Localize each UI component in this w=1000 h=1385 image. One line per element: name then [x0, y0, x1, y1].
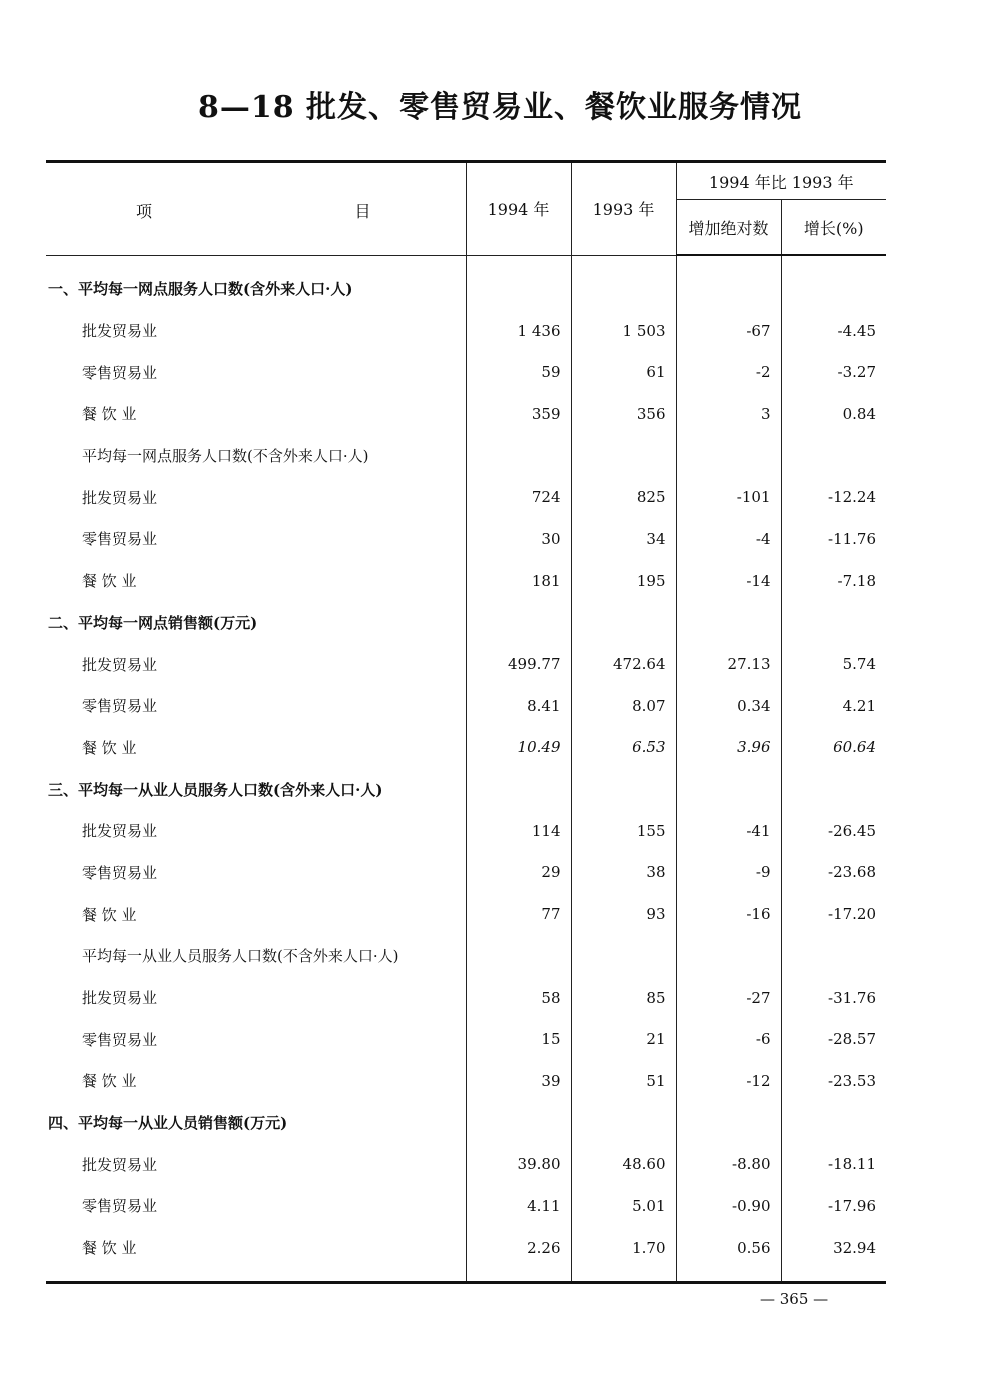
cell-1993: 48.60 [571, 1143, 676, 1185]
cell-1994: 8.41 [466, 685, 571, 727]
row-label: 零售贸易业 [82, 1197, 158, 1216]
table-header [46, 162, 886, 256]
cell-abs-increase: -9 [676, 852, 781, 894]
header-1994: 1994 年 [466, 162, 571, 256]
cell-1994: 15 [466, 1018, 571, 1060]
table-section-row [46, 435, 886, 477]
cell-1993: 61 [571, 351, 676, 393]
row-label: 零售贸易业 [82, 530, 158, 549]
cell-growth: -28.57 [781, 1018, 886, 1060]
cell-abs-increase [676, 435, 781, 477]
cell-1993 [571, 768, 676, 810]
page-number: — 365 — [760, 1290, 829, 1308]
cell-growth: -18.11 [781, 1143, 886, 1185]
cell-1993: 21 [571, 1018, 676, 1060]
cell-growth: -4.45 [781, 310, 886, 352]
cell-abs-increase: -6 [676, 1018, 781, 1060]
cell-growth [781, 602, 886, 644]
table-row [46, 351, 886, 393]
table-row [46, 685, 886, 727]
cell-1994 [466, 935, 571, 977]
row-label: 批发贸易业 [82, 1155, 158, 1174]
page-title: 8—18 批发、零售贸易业、餐饮业服务情况 [197, 90, 803, 125]
row-label: 零售贸易业 [82, 863, 158, 882]
header-abs-increase: 增加绝对数 [676, 200, 781, 256]
table-row [46, 893, 886, 935]
cell-1994: 724 [466, 476, 571, 518]
cell-growth: 60.64 [781, 727, 886, 769]
cell-1993: 1 503 [571, 310, 676, 352]
row-label: 零售贸易业 [82, 1030, 158, 1049]
cell-1994 [466, 1102, 571, 1144]
row-label: 餐 饮 业 [82, 905, 137, 924]
cell-1993 [571, 255, 676, 310]
table-row [46, 852, 886, 894]
cell-1994: 181 [466, 560, 571, 602]
cell-1993: 1.70 [571, 1227, 676, 1281]
cell-abs-increase: -101 [676, 476, 781, 518]
row-label: 餐 饮 业 [82, 405, 137, 424]
table-row [46, 393, 886, 435]
cell-1994: 77 [466, 893, 571, 935]
table-body [46, 255, 886, 1281]
cell-1993: 825 [571, 476, 676, 518]
cell-growth: 0.84 [781, 393, 886, 435]
cell-1993: 155 [571, 810, 676, 852]
cell-growth: -3.27 [781, 351, 886, 393]
table-bottom-rule [46, 1281, 886, 1284]
cell-abs-increase: -16 [676, 893, 781, 935]
cell-abs-increase [676, 935, 781, 977]
cell-1993: 472.64 [571, 643, 676, 685]
cell-1993: 85 [571, 977, 676, 1019]
cell-abs-increase: -0.90 [676, 1185, 781, 1227]
cell-1993 [571, 935, 676, 977]
cell-growth: -23.68 [781, 852, 886, 894]
table-section-row [46, 935, 886, 977]
table-row [46, 310, 886, 352]
row-label: 批发贸易业 [82, 989, 158, 1008]
cell-growth [781, 768, 886, 810]
cell-growth: -7.18 [781, 560, 886, 602]
cell-abs-increase: 0.34 [676, 685, 781, 727]
cell-abs-increase: -8.80 [676, 1143, 781, 1185]
row-label: 批发贸易业 [82, 488, 158, 507]
cell-1994: 30 [466, 518, 571, 560]
section-label: 一、平均每一网点服务人口数(含外来人口·人) [48, 280, 353, 299]
cell-abs-increase: 27.13 [676, 643, 781, 685]
cell-1993 [571, 602, 676, 644]
cell-growth: 32.94 [781, 1227, 886, 1281]
cell-growth: -17.96 [781, 1185, 886, 1227]
cell-growth [781, 935, 886, 977]
cell-abs-increase [676, 1102, 781, 1144]
cell-abs-increase: -27 [676, 977, 781, 1019]
cell-1993: 38 [571, 852, 676, 894]
row-label: 零售贸易业 [82, 697, 158, 716]
cell-1994: 4.11 [466, 1185, 571, 1227]
cell-growth: -23.53 [781, 1060, 886, 1102]
table-row [46, 1060, 886, 1102]
header-1993: 1993 年 [571, 162, 676, 256]
cell-1993 [571, 435, 676, 477]
cell-abs-increase: -12 [676, 1060, 781, 1102]
cell-growth: -12.24 [781, 476, 886, 518]
cell-1993: 195 [571, 560, 676, 602]
cell-abs-increase: -14 [676, 560, 781, 602]
cell-1994: 59 [466, 351, 571, 393]
cell-abs-increase: -67 [676, 310, 781, 352]
table-row [46, 1227, 886, 1281]
header-compare: 1994 年比 1993 年 [676, 162, 886, 200]
cell-1994: 114 [466, 810, 571, 852]
table-row [46, 1185, 886, 1227]
cell-abs-increase: -2 [676, 351, 781, 393]
cell-1994: 39 [466, 1060, 571, 1102]
table-row [46, 1018, 886, 1060]
cell-abs-increase: 3 [676, 393, 781, 435]
cell-1994: 359 [466, 393, 571, 435]
table-row [46, 560, 886, 602]
section-label: 二、平均每一网点销售额(万元) [48, 613, 258, 632]
table-section-row [46, 255, 886, 310]
row-label: 批发贸易业 [82, 655, 158, 674]
cell-growth: -11.76 [781, 518, 886, 560]
section-label: 三、平均每一从业人员服务人口数(含外来人口·人) [48, 780, 383, 799]
section-label: 平均每一网点服务人口数(不含外来人口·人) [82, 447, 369, 466]
row-label: 零售贸易业 [82, 363, 158, 382]
row-label: 餐 饮 业 [82, 738, 137, 757]
cell-abs-increase: -41 [676, 810, 781, 852]
cell-1993: 356 [571, 393, 676, 435]
row-label: 餐 饮 业 [82, 572, 137, 591]
section-label: 平均每一从业人员服务人口数(不含外来人口·人) [82, 947, 399, 966]
cell-abs-increase [676, 255, 781, 310]
cell-1993: 51 [571, 1060, 676, 1102]
cell-1994: 10.49 [466, 727, 571, 769]
cell-1993: 5.01 [571, 1185, 676, 1227]
cell-1993: 8.07 [571, 685, 676, 727]
statistics-table [46, 160, 886, 1281]
cell-abs-increase [676, 602, 781, 644]
table-section-row [46, 768, 886, 810]
cell-growth: 4.21 [781, 685, 886, 727]
cell-1994: 39.80 [466, 1143, 571, 1185]
cell-growth [781, 1102, 886, 1144]
table-section-row [46, 602, 886, 644]
cell-1994 [466, 602, 571, 644]
cell-abs-increase: 3.96 [676, 727, 781, 769]
cell-growth: -26.45 [781, 810, 886, 852]
cell-abs-increase: 0.56 [676, 1227, 781, 1281]
row-label: 批发贸易业 [82, 822, 158, 841]
table-row [46, 643, 886, 685]
cell-1994: 29 [466, 852, 571, 894]
row-label: 批发贸易业 [82, 322, 158, 341]
cell-growth [781, 435, 886, 477]
cell-1993: 34 [571, 518, 676, 560]
cell-1993: 6.53 [571, 727, 676, 769]
table-row [46, 476, 886, 518]
cell-1994: 499.77 [466, 643, 571, 685]
header-item-label-a: 项 [136, 202, 153, 221]
cell-growth [781, 255, 886, 310]
cell-abs-increase: -4 [676, 518, 781, 560]
cell-1993 [571, 1102, 676, 1144]
table-row [46, 977, 886, 1019]
cell-1994: 1 436 [466, 310, 571, 352]
cell-abs-increase [676, 768, 781, 810]
cell-growth: 5.74 [781, 643, 886, 685]
row-label: 餐 饮 业 [82, 1072, 137, 1091]
cell-1994 [466, 255, 571, 310]
cell-1994: 58 [466, 977, 571, 1019]
table-row [46, 810, 886, 852]
row-label: 餐 饮 业 [82, 1239, 137, 1258]
header-growth: 增长(%) [781, 200, 886, 256]
cell-growth: -17.20 [781, 893, 886, 935]
section-label: 四、平均每一从业人员销售额(万元) [48, 1114, 288, 1133]
table-row [46, 727, 886, 769]
header-item-label-b: 目 [354, 202, 371, 221]
cell-1994 [466, 435, 571, 477]
table-row [46, 518, 886, 560]
header-item-column [46, 162, 466, 256]
cell-1993: 93 [571, 893, 676, 935]
table-section-row [46, 1102, 886, 1144]
cell-1994: 2.26 [466, 1227, 571, 1281]
cell-1994 [466, 768, 571, 810]
cell-growth: -31.76 [781, 977, 886, 1019]
table-row [46, 1143, 886, 1185]
